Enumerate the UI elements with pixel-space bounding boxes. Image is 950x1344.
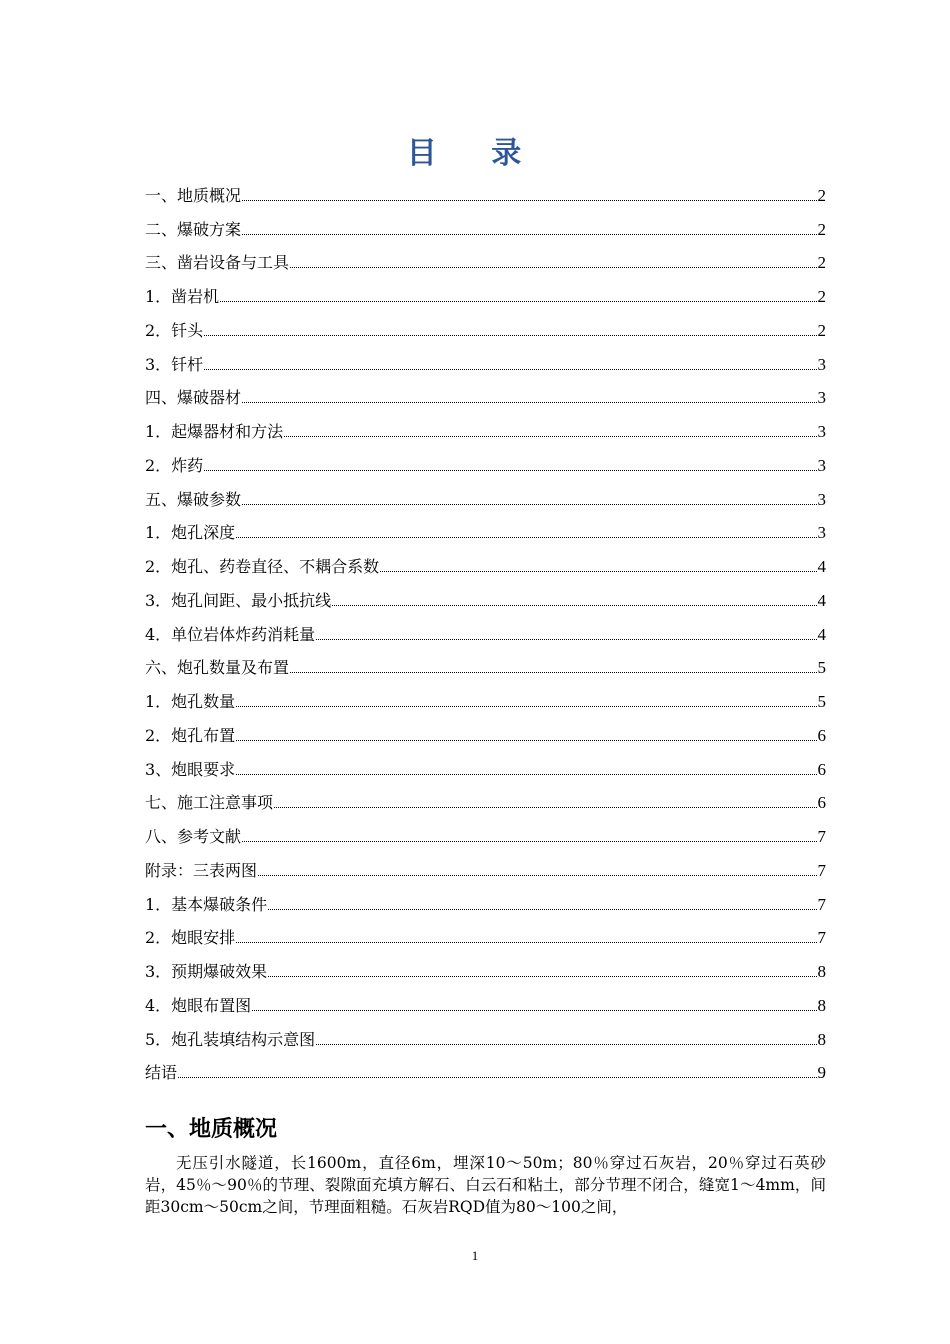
toc-leader-dots [236,942,816,943]
toc-entry[interactable] [145,510,826,544]
toc-entry[interactable] [145,1016,826,1050]
toc-leader-dots [204,335,816,336]
toc-entry-page: 5 [817,658,826,678]
toc-entry-label: 1．基本爆破条件 [145,894,268,914]
toc-entry-page: 8 [817,1029,826,1049]
toc-leader-dots [332,605,816,606]
toc-entry[interactable] [145,813,826,847]
toc-leader-dots [242,504,816,505]
toc-entry-page: 7 [817,860,826,880]
toc-entry-page: 7 [817,894,826,914]
toc-entry[interactable] [145,982,826,1016]
toc-entry-page: 4 [817,557,826,576]
toc-entry-label: 附录：三表两图 [145,860,258,880]
toc-entry-label: 一、地质概况 [145,185,242,205]
toc-entry[interactable] [145,881,826,915]
toc-leader-dots [316,1044,816,1045]
toc-entry-page: 6 [817,793,826,813]
toc-entry[interactable] [145,746,826,780]
toc-entry-page: 2 [817,185,826,205]
toc-entry-page: 2 [817,320,826,340]
toc-entry[interactable] [145,375,826,409]
toc-entry[interactable] [145,577,826,611]
toc-leader-dots [268,976,816,977]
toc-entry[interactable] [145,948,826,982]
toc-entry[interactable] [145,341,826,375]
toc-entry[interactable] [145,206,826,240]
toc-entry-label: 2．炮孔、药卷直径、不耦合系数 [145,557,380,576]
toc-entry-label: 1．起爆器材和方法 [145,422,284,441]
toc-entry-label: 2．钎头 [145,320,204,340]
section-paragraph: 无压引水隧道，长1600m，直径6m，埋深10～50m；80％穿过石灰岩，20％穿过石英砂岩，45％～90％的节理、裂隙面充填方解石、白云石和粘土，部分节理不闭合，缝宽1～4mm，间距30cm～50cm之间，节理面粗糙。石灰岩RQD值为80～100之间， [145,1154,826,1216]
toc-entry-label: 五、爆破参数 [145,489,242,509]
toc-entry-label: 六、炮孔数量及布置 [145,658,290,678]
toc-entry-label: 结语 [145,1063,178,1083]
page-number: 1 [471,1248,479,1263]
toc-entry-page: 8 [817,995,826,1015]
toc-entry[interactable] [145,307,826,341]
toc-entry-page: 7 [817,827,826,846]
toc-entry-label: 4．炮眼布置图 [145,995,252,1015]
toc-entry-page: 6 [817,759,826,779]
toc-entry[interactable] [145,1050,826,1084]
toc-entry-page: 3 [817,422,826,441]
toc-entry[interactable] [145,678,826,712]
toc-leader-dots [236,774,816,775]
toc-entry-label: 1．凿岩机 [145,287,220,306]
toc-leader-dots [268,909,816,910]
toc-entry[interactable] [145,408,826,442]
toc-entry-page: 3 [817,354,826,374]
toc-entry-label: 3．炮孔间距、最小抵抗线 [145,590,332,610]
toc-entry-page: 4 [817,590,826,610]
toc-entry-label: 3．钎杆 [145,354,204,374]
toc-entry[interactable] [145,442,826,476]
toc-leader-dots [204,470,816,471]
toc-entry-page: 2 [817,287,826,306]
toc-entry-page: 3 [817,523,826,543]
toc-entry[interactable] [145,172,826,206]
toc-entry-page: 2 [817,253,826,273]
toc-entry-label: 2．炸药 [145,455,204,475]
toc-entry[interactable] [145,645,826,679]
toc-leader-dots [284,436,816,437]
toc-leader-dots [204,369,816,370]
toc-leader-dots [242,402,816,403]
toc-entry-page: 4 [817,624,826,644]
toc-entry-page: 2 [817,219,826,239]
toc-entry[interactable] [145,712,826,746]
toc-entry-page: 7 [817,928,826,948]
toc-entry-label: 1．炮孔深度 [145,523,236,543]
toc-leader-dots [242,200,816,201]
toc-entry[interactable] [145,476,826,510]
toc-leader-dots [178,1077,816,1078]
toc-entry-label: 5．炮孔装填结构示意图 [145,1029,316,1049]
toc-leader-dots [236,537,816,538]
toc-entry[interactable] [145,543,826,577]
toc-entry-label: 三、凿岩设备与工具 [145,253,290,273]
toc-leader-dots [220,301,816,302]
toc-entry-page: 8 [817,962,826,981]
toc-leader-dots [236,706,816,707]
toc-title: 目 录 [406,136,544,171]
toc-entry-page: 9 [817,1063,826,1083]
toc-entry-page: 3 [817,489,826,509]
toc-entry[interactable] [145,847,826,881]
toc-leader-dots [252,1010,816,1011]
toc-entry-label: 3、炮眼要求 [145,759,236,779]
toc-leader-dots [274,807,816,808]
section-heading: 一、地质概况 [145,1117,278,1142]
toc-entry-label: 四、爆破器材 [145,388,242,408]
table-of-contents [145,172,826,1083]
toc-entry[interactable] [145,273,826,307]
toc-leader-dots [258,875,816,876]
toc-entry-label: 2．炮孔布置 [145,725,236,745]
toc-entry-page: 3 [817,455,826,475]
toc-entry-page: 5 [817,692,826,711]
toc-leader-dots [316,639,816,640]
toc-entry-page: 6 [817,725,826,745]
toc-entry-label: 4．单位岩体炸药消耗量 [145,624,316,644]
toc-entry[interactable] [145,611,826,645]
toc-entry-label: 七、施工注意事项 [145,793,274,813]
toc-entry-label: 1．炮孔数量 [145,692,236,711]
toc-leader-dots [242,234,816,235]
toc-leader-dots [290,672,816,673]
toc-leader-dots [380,571,816,572]
toc-entry-page: 3 [817,388,826,408]
toc-leader-dots [242,841,816,842]
toc-leader-dots [236,740,816,741]
toc-leader-dots [290,267,816,268]
toc-entry[interactable] [145,780,826,814]
toc-entry-label: 二、爆破方案 [145,219,242,239]
toc-entry-label: 八、参考文献 [145,827,242,846]
toc-entry-label: 2．炮眼安排 [145,928,236,948]
toc-entry[interactable] [145,915,826,949]
toc-entry[interactable] [145,240,826,274]
toc-entry-label: 3．预期爆破效果 [145,962,268,981]
